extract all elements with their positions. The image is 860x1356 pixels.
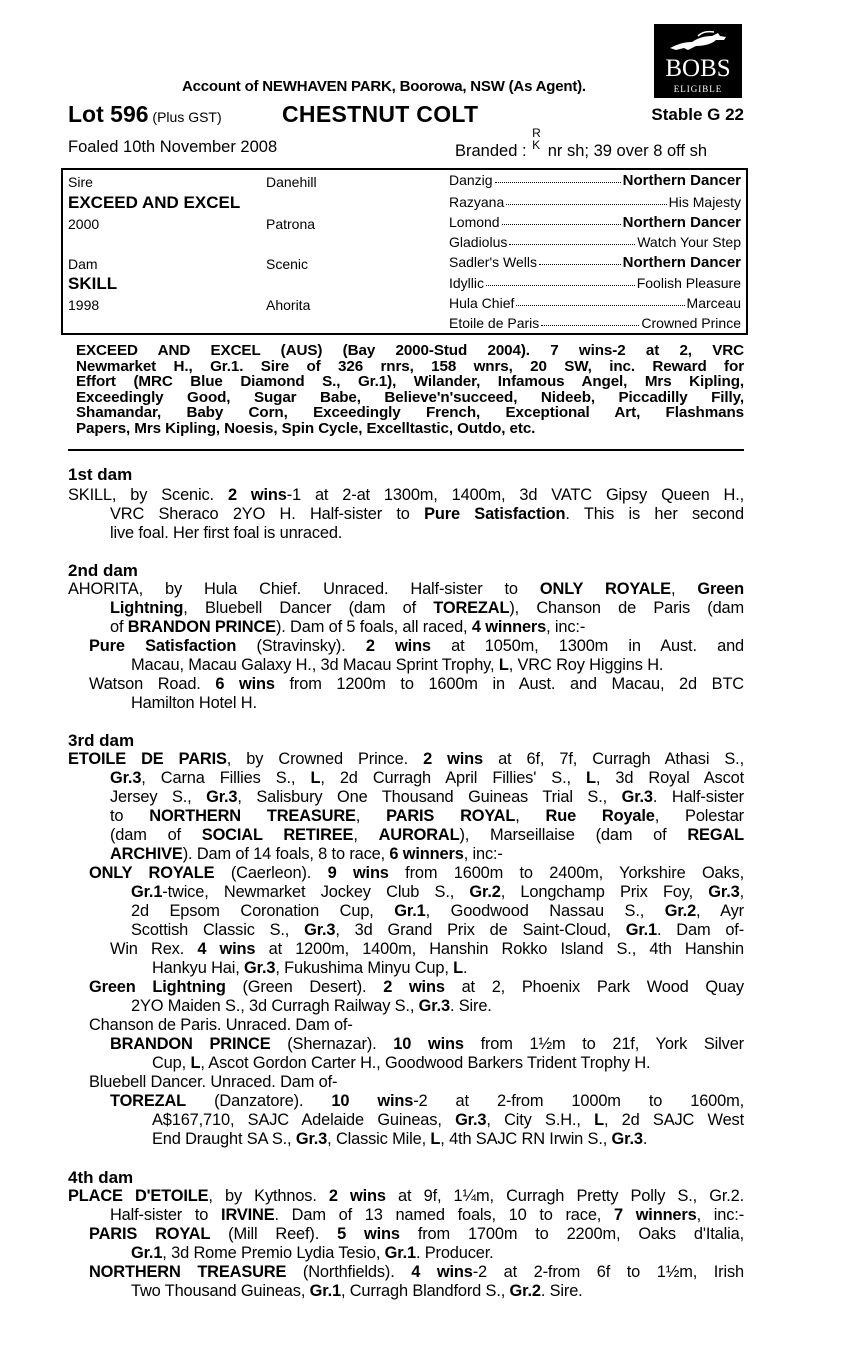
sire-summary-line: Exceedingly Good, Sugar Babe, Believe'n'succeed, Nideeb, Piccadilly Filly,	[76, 388, 744, 406]
stable-location: Stable G 22	[651, 105, 744, 124]
dot-leader	[495, 172, 621, 183]
dot-leader	[539, 254, 621, 265]
sire-summary-line: Shamandar, Baby Corn, Exceedingly French, Exceptional Art, Flashmans	[76, 404, 744, 421]
third-dam-line: (dam of SOCIAL RETIREE, AURORAL), Marseillaise (dam of REGAL	[110, 826, 744, 844]
pedigree-ancestor-row	[449, 315, 741, 331]
dam-sire: Scenic	[266, 256, 309, 272]
third-dam-line: Gr.1-twice, Newmarket Jockey Club S., Gr.2, Longchamp Prix Foy, Gr.3,	[131, 883, 744, 901]
fourth-dam-heading: 4th dam	[68, 1168, 134, 1187]
sire-summary-line: Effort (MRC Blue Diamond S., Gr.1), Wilander, Infamous Angel, Mrs Kipling,	[76, 373, 744, 390]
dot-leader	[486, 275, 635, 286]
third-dam-line: ONLY ROYALE (Caerleon). 9 wins from 1600m to 2400m, Yorkshire Oaks,	[89, 864, 744, 882]
pedigree-ancestor-row	[449, 254, 741, 271]
ancestor-name: Razyana	[449, 194, 505, 210]
third-dam-line: TOREZAL (Danzatore). 10 wins-2 at 2-from 1000m to 1600m,	[110, 1092, 745, 1110]
foaled-date: Foaled 10th November 2008	[68, 138, 278, 156]
fourth-dam-line: PLACE D'ETOILE, by Kythnos. 2 wins at 9f, 1¼m, Curragh Pretty Polly S., Gr.2.	[68, 1187, 744, 1205]
brand-description: Branded : R K nr sh; 39 over 8 off sh	[455, 126, 708, 160]
ancestor-sire: Foolish Pleasure	[636, 275, 741, 291]
logo-eligible-text: ELIGIBLE	[673, 84, 723, 94]
second-dam-line: Watson Road. 6 wins from 1200m to 1600m in Aust. and Macau, 2d BTC	[89, 675, 744, 693]
sire-year: 2000	[68, 216, 100, 232]
fourth-dam-line: NORTHERN TREASURE (Northfields). 4 wins-2 at 2-from 6f to 1½m, Irish	[89, 1263, 744, 1281]
first-dam-line: SKILL, by Scenic. 2 wins-1 at 2-at 1300m, 1400m, 3d VATC Gipsy Queen H.,	[68, 486, 745, 504]
second-dam-line: Lightning, Bluebell Dancer (dam of TOREZAL), Chanson de Paris (dam	[110, 599, 745, 617]
ancestor-sire: His Majesty	[668, 194, 741, 210]
ancestor-name: Danzig	[449, 172, 493, 188]
third-dam-line: Win Rex. 4 wins at 1200m, 1400m, Hanshin Rokko Island S., 4th Hanshin	[110, 940, 744, 958]
third-dam-heading: 3rd dam	[68, 731, 135, 750]
ancestor-name: Hula Chief	[449, 295, 515, 311]
ancestor-sire: Crowned Prince	[641, 315, 741, 331]
ancestor-sire: Northern Dancer	[622, 254, 741, 271]
sire-summary-line: Newmarket H., Gr.1. Sire of 326 rnrs, 158 wnrs, 20 SW, inc. Reward for	[76, 357, 744, 375]
sire-summary	[68, 343, 744, 451]
third-dam-line: Chanson de Paris. Unraced. Dam of-	[89, 1016, 353, 1034]
fourth-dam-line: PARIS ROYAL (Mill Reef). 5 wins from 1700m to 2200m, Oaks d'Italia,	[89, 1225, 745, 1243]
ancestor-name: Sadler's Wells	[449, 254, 537, 270]
third-dam-line: End Draught SA S., Gr.3, Classic Mile, L, 4th SAJC RN Irwin S., Gr.3.	[152, 1130, 648, 1148]
ancestor-sire: Northern Dancer	[622, 172, 741, 189]
second-dam-line: Pure Satisfaction (Stravinsky). 2 wins at 1050m, 1300m in Aust. and	[89, 637, 744, 655]
third-dam-line: Jersey S., Gr.3, Salisbury One Thousand Guineas Trial S., Gr.3. Half-sister	[110, 788, 744, 806]
dot-leader	[516, 295, 684, 306]
horse-icon	[668, 30, 728, 54]
second-dam-line: Hamilton Hotel H.	[131, 694, 257, 712]
second-dam-line: of BRANDON PRINCE). Dam of 5 foals, all raced, 4 winners, inc:-	[110, 618, 586, 636]
third-dam-line: A$167,710, SAJC Adelaide Guineas, Gr.3, City S.H., L, 2d SAJC West	[152, 1111, 744, 1129]
dot-leader	[509, 234, 635, 245]
dam-label: Dam	[68, 256, 98, 272]
vendor-account: Account of NEWHAVEN PARK, Boorowa, NSW (As Agent).	[182, 78, 586, 95]
second-dam-line: Macau, Macau Galaxy H., 3d Macau Sprint Trophy, L, VRC Roy Higgins H.	[131, 656, 664, 674]
logo-bobs-text: BOBS	[665, 55, 731, 82]
ancestor-name: Etoile de Paris	[449, 315, 540, 331]
third-dam-line: to NORTHERN TREASURE, PARIS ROYAL, Rue Royale, Polestar	[110, 807, 744, 825]
third-dam-line: Hankyu Hai, Gr.3, Fukushima Minyu Cup, L.	[152, 959, 468, 977]
dam-name: SKILL	[68, 274, 118, 293]
lot-title: CHESTNUT COLT	[282, 101, 479, 127]
brand-mark: R K	[532, 126, 541, 152]
ancestor-name: Idyllic	[449, 275, 485, 291]
third-dam-line: 2YO Maiden S., 3d Curragh Railway S., Gr.3. Sire.	[131, 997, 492, 1015]
fourth-dam-line: Gr.1, 3d Rome Premio Lydia Tesio, Gr.1. Producer.	[131, 1244, 494, 1262]
second-dam-heading: 2nd dam	[68, 561, 138, 580]
sire-name: EXCEED AND EXCEL	[68, 193, 241, 212]
ancestor-sire: Marceau	[686, 295, 741, 311]
third-dam-line: BRANDON PRINCE (Shernazar). 10 wins from 1½m to 21f, York Silver	[110, 1035, 744, 1053]
pedigree-ancestor-row	[449, 295, 741, 311]
pedigree-ancestor-row	[449, 172, 741, 189]
ancestor-sire: Watch Your Step	[637, 234, 741, 250]
sire-sire: Danehill	[266, 174, 317, 190]
first-dam-line: live foal. Her first foal is unraced.	[110, 524, 343, 542]
ancestor-name: Gladiolus	[449, 234, 508, 250]
lot-number: Lot 596 (Plus GST)	[68, 101, 222, 127]
pedigree-ancestor-row	[449, 214, 741, 231]
first-dam-heading: 1st dam	[68, 465, 133, 484]
dot-leader	[541, 315, 639, 326]
third-dam-line: Gr.3, Carna Fillies S., L, 2d Curragh April Fillies' S., L, 3d Royal Ascot	[110, 769, 744, 787]
dot-leader	[502, 214, 621, 225]
dam-year: 1998	[68, 297, 100, 313]
sire-summary-line: Papers, Mrs Kipling, Noesis, Spin Cycle, Excelltastic, Outdo, etc.	[76, 419, 536, 437]
fourth-dam-line: Half-sister to IRVINE. Dam of 13 named foals, 10 to race, 7 winners, inc:-	[110, 1206, 745, 1224]
ancestor-name: Lomond	[449, 214, 500, 230]
third-dam-line: Green Lightning (Green Desert). 2 wins at 2, Phoenix Park Wood Quay	[89, 978, 744, 996]
third-dam-line: 2d Epsom Coronation Cup, Gr.1, Goodwood Nassau S., Gr.2, Ayr	[131, 902, 744, 920]
second-dam-line: AHORITA, by Hula Chief. Unraced. Half-sister to ONLY ROYALE, Green	[68, 580, 744, 598]
sire-dam: Patrona	[266, 216, 316, 232]
third-dam-line: ETOILE DE PARIS, by Crowned Prince. 2 wins at 6f, 7f, Curragh Athasi S.,	[68, 750, 744, 768]
third-dam-line: ARCHIVE). Dam of 14 foals, 8 to race, 6 winners, inc:-	[110, 845, 503, 863]
first-dam-line: VRC Sheraco 2YO H. Half-sister to Pure Satisfaction. This is her second	[110, 505, 744, 523]
bobs-eligible-logo	[654, 24, 742, 98]
third-dam-line: Bluebell Dancer. Unraced. Dam of-	[89, 1073, 338, 1091]
lot-header	[68, 101, 744, 129]
fourth-dam-line: Two Thousand Guineas, Gr.1, Curragh Blandford S., Gr.2. Sire.	[131, 1282, 583, 1300]
dam-dam: Ahorita	[266, 297, 311, 313]
pedigree-ancestor-row	[449, 234, 741, 250]
sire-summary-line: EXCEED AND EXCEL (AUS) (Bay 2000-Stud 2004). 7 wins-2 at 2, VRC	[76, 342, 744, 359]
third-dam-line: Scottish Classic S., Gr.3, 3d Grand Prix de Saint-Cloud, Gr.1. Dam of-	[131, 921, 744, 939]
third-dam-line: Cup, L, Ascot Gordon Carter H., Goodwood Barkers Trident Trophy H.	[152, 1054, 651, 1072]
pedigree-ancestor-row	[449, 275, 741, 291]
pedigree-table	[61, 168, 748, 335]
ancestor-sire: Northern Dancer	[622, 214, 741, 231]
pedigree-ancestor-row	[449, 194, 741, 210]
sire-label: Sire	[68, 174, 93, 190]
dot-leader	[506, 194, 666, 205]
